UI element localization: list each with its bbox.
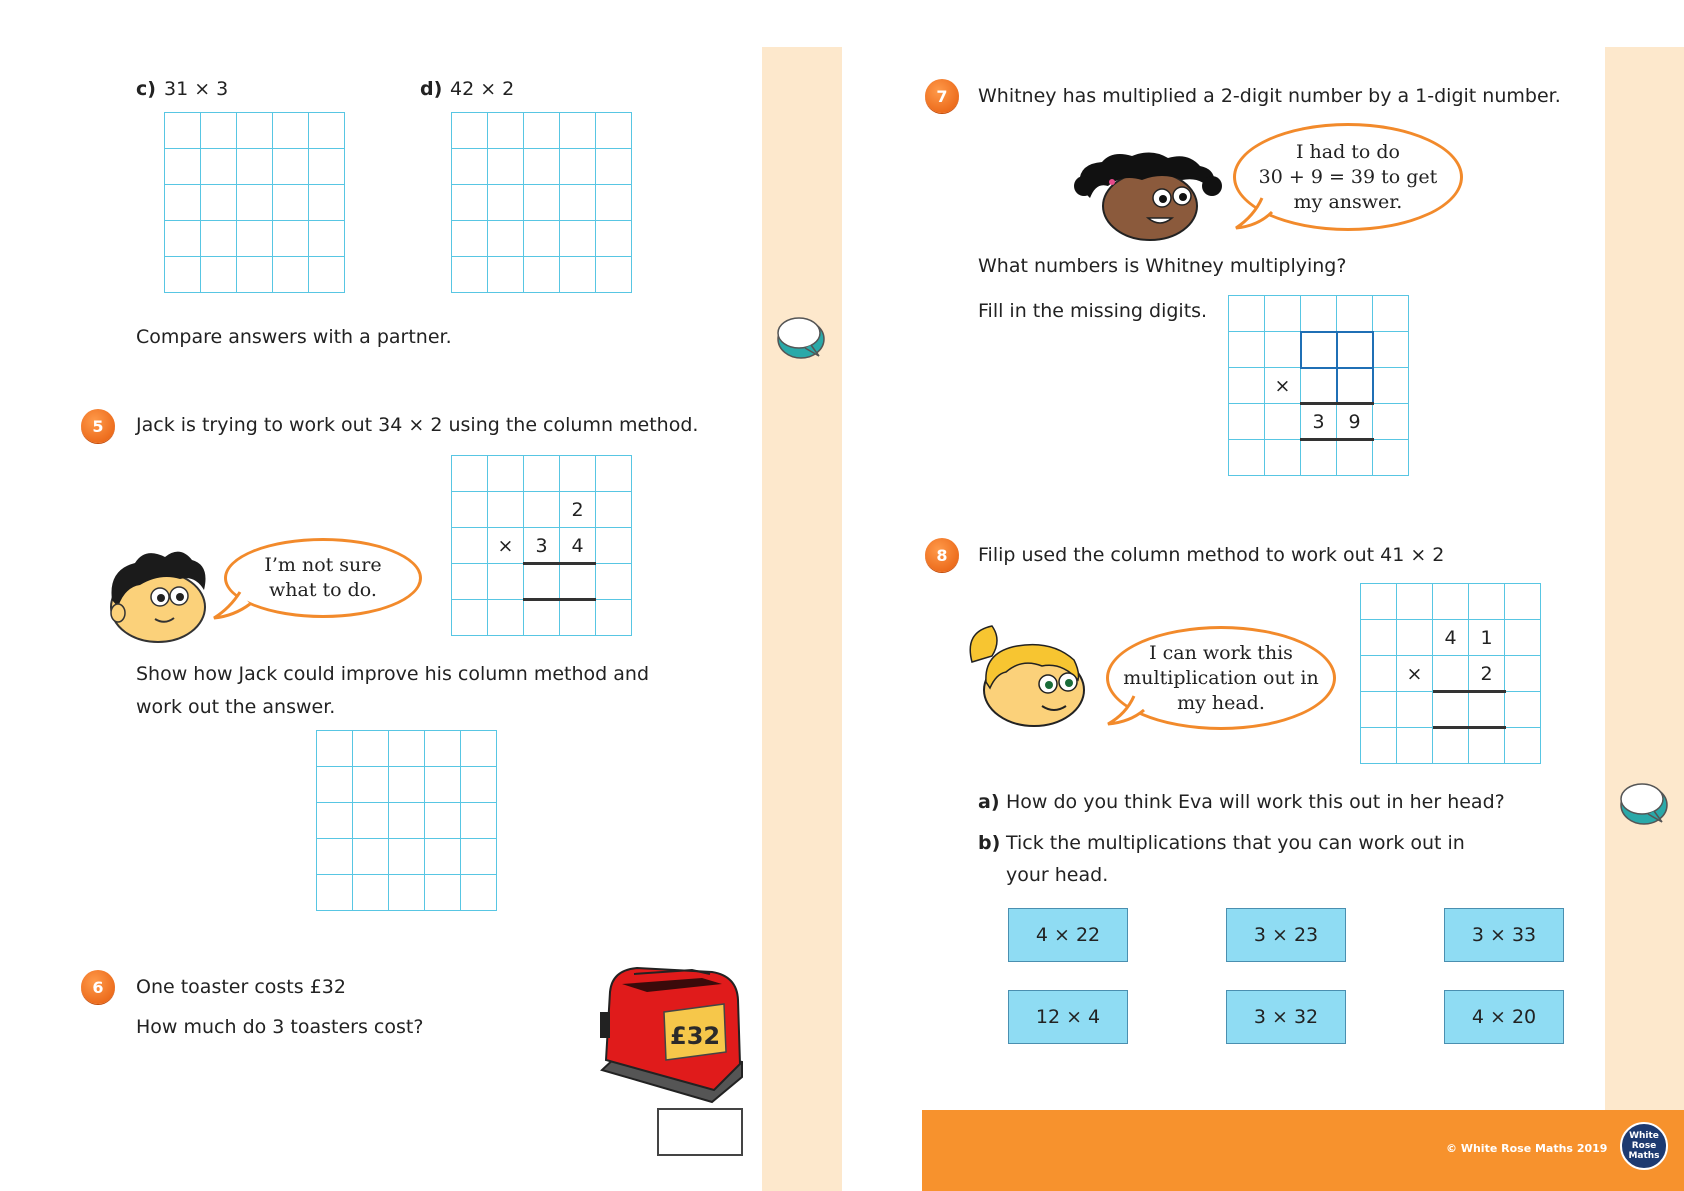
toaster-price-tag: £32 xyxy=(670,1022,721,1050)
q5-improve-line1: Show how Jack could improve his column method and xyxy=(136,663,650,685)
discussion-icon-right[interactable] xyxy=(1618,778,1670,830)
question-5-number: 5 xyxy=(81,409,115,443)
discussion-icon[interactable] xyxy=(775,312,827,364)
q5-line-2 xyxy=(523,598,596,601)
q8-text: Filip used the column method to work out 41 × 2 xyxy=(978,544,1445,566)
q7-result-digit-3: 3 xyxy=(1301,404,1337,440)
q6-answer-box[interactable] xyxy=(657,1108,743,1156)
whitney-speech-tail xyxy=(1234,196,1274,232)
q7-column-grid[interactable] xyxy=(1228,295,1409,476)
q5-improve-line2: work out the answer. xyxy=(136,696,336,718)
q5-text: Jack is trying to work out 34 × 2 using the column method. xyxy=(136,414,699,436)
option-3x32[interactable]: 3 × 32 xyxy=(1226,990,1346,1044)
q4c-grid[interactable] xyxy=(164,112,345,293)
q7-question: What numbers is Whitney multiplying? xyxy=(978,255,1347,277)
q5-answer-grid[interactable] xyxy=(316,730,497,911)
q8-line-2 xyxy=(1433,726,1506,729)
q8-column-grid[interactable] xyxy=(1360,583,1541,764)
jack-speech-bubble: I’m not sure what to do. xyxy=(224,538,422,618)
option-12x4[interactable]: 12 × 4 xyxy=(1008,990,1128,1044)
filip-speech-tail xyxy=(1106,694,1146,728)
filip-character-icon xyxy=(962,622,1094,730)
q7-line-2 xyxy=(1300,438,1374,441)
q8a-label: a) xyxy=(978,791,1000,813)
q5-line-1 xyxy=(523,562,596,565)
question-8-number: 8 xyxy=(925,538,959,572)
white-rose-maths-logo: White Rose Maths xyxy=(1620,1122,1668,1170)
q4c-expression: 31 × 3 xyxy=(164,78,229,100)
compare-instruction: Compare answers with a partner. xyxy=(136,326,452,348)
q8-line-1 xyxy=(1433,690,1506,693)
footer-copyright: © White Rose Maths 2019 xyxy=(1446,1142,1608,1155)
q7-missing-digit-multiplier[interactable] xyxy=(1336,367,1374,405)
jack-character-icon xyxy=(100,545,215,645)
q8-digit-2: 2 xyxy=(1469,656,1505,692)
q7-line-1 xyxy=(1300,402,1374,405)
q5-digit-4: 4 xyxy=(560,528,596,564)
left-margin-strip xyxy=(762,47,842,1191)
q8-times-sign: × xyxy=(1397,656,1433,692)
q6-line2: How much do 3 toasters cost? xyxy=(136,1016,424,1038)
q8a-text: How do you think Eva will work this out in her head? xyxy=(1006,791,1505,813)
whitney-character-icon xyxy=(1072,150,1222,242)
q7-text: Whitney has multiplied a 2-digit number by a 1-digit number. xyxy=(978,85,1561,107)
question-6-number: 6 xyxy=(81,970,115,1004)
q7-missing-digit-tens[interactable] xyxy=(1300,331,1338,369)
q4d-expression: 42 × 2 xyxy=(450,78,515,100)
q7-fill-instruction: Fill in the missing digits. xyxy=(978,300,1208,322)
q8b-label: b) xyxy=(978,832,1001,854)
question-7-number: 7 xyxy=(925,79,959,113)
q7-result-digit-9: 9 xyxy=(1337,404,1373,440)
jack-speech-tail xyxy=(212,590,252,622)
q5-digit-2: 2 xyxy=(560,492,596,528)
whitney-speech-bubble: I had to do 30 + 9 = 39 to get my answer. xyxy=(1233,123,1463,231)
option-4x22[interactable]: 4 × 22 xyxy=(1008,908,1128,962)
q8-digit-4: 4 xyxy=(1433,620,1469,656)
q8b-line2: your head. xyxy=(1006,864,1109,886)
q5-digit-3: 3 xyxy=(524,528,560,564)
q4d-label: d) xyxy=(420,78,443,100)
q7-times-sign: × xyxy=(1265,368,1301,404)
q4c-label: c) xyxy=(136,78,156,100)
q5-column-grid[interactable] xyxy=(451,455,632,636)
toaster-icon xyxy=(592,962,744,1107)
filip-speech-bubble: I can work this multiplication out in my head. xyxy=(1106,626,1336,730)
q8-digit-1: 1 xyxy=(1469,620,1505,656)
option-4x20[interactable]: 4 × 20 xyxy=(1444,990,1564,1044)
option-3x33[interactable]: 3 × 33 xyxy=(1444,908,1564,962)
q5-times-sign: × xyxy=(488,528,524,564)
q8b-line1: Tick the multiplications that you can work out in xyxy=(1006,832,1465,854)
right-margin-strip xyxy=(1605,47,1684,1191)
q6-line1: One toaster costs £32 xyxy=(136,976,346,998)
option-3x23[interactable]: 3 × 23 xyxy=(1226,908,1346,962)
q4d-grid[interactable] xyxy=(451,112,632,293)
q7-missing-digit-ones[interactable] xyxy=(1336,331,1374,369)
